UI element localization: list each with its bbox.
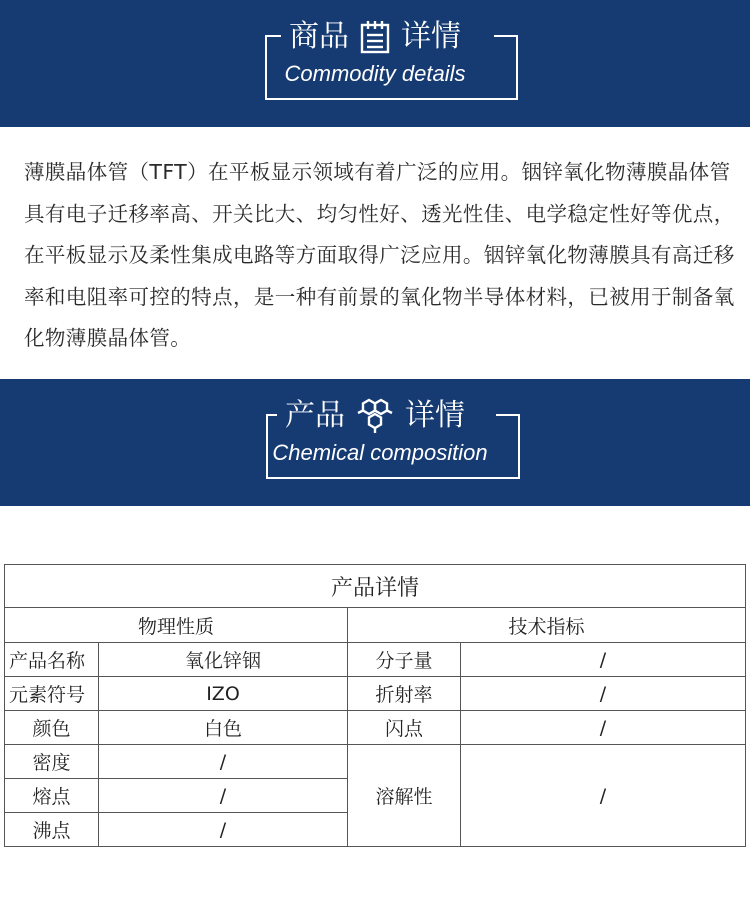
- banner-title-right: 详情: [405, 398, 473, 433]
- solubility-value: /: [461, 745, 746, 847]
- row-value: IZO: [99, 677, 348, 711]
- molecule-icon: [355, 397, 395, 435]
- row-value: 氧化锌铟: [99, 643, 348, 677]
- row-label: 颜色: [5, 711, 99, 745]
- tech-label: 分子量: [348, 643, 461, 677]
- row-label: 密度: [5, 745, 99, 779]
- product-spec-table: [4, 564, 746, 847]
- table-title-row: [5, 565, 746, 608]
- chemical-composition-banner: [0, 379, 750, 506]
- intro-paragraph: 薄膜晶体管（TFT）在平板显示领域有着广泛的应用。铟锌氧化物薄膜晶体管具有电子迁移率高、开关比大、均匀性好、透光性佳、电学稳定性好等优点，在平板显示及柔性集成电路等方面取得广泛应用。铟锌氧化物薄膜具有高迁移率和电阻率可控的特点，是一种有前景的氧化物半导体材料，已被用于制备氧化物薄膜晶体管。: [24, 160, 735, 350]
- tech-label: 折射率: [348, 677, 461, 711]
- row-label: 元素符号: [5, 677, 99, 711]
- row-label: 产品名称: [5, 643, 99, 677]
- row-value: /: [99, 745, 348, 779]
- banner-title: [0, 16, 750, 57]
- table-row: [5, 643, 746, 677]
- tech-label: 闪点: [348, 711, 461, 745]
- banner-title: [0, 395, 750, 436]
- banner-subtitle: Commodity details: [284, 61, 466, 86]
- row-label: 熔点: [5, 779, 99, 813]
- row-label: 沸点: [5, 813, 99, 847]
- table-group-row: [5, 608, 746, 643]
- table-row: [5, 711, 746, 745]
- tech-value: /: [461, 711, 746, 745]
- table-title: 产品详情: [5, 565, 746, 608]
- group-technical-specs: 技术指标: [348, 608, 746, 643]
- banner-title-left: 商品: [281, 19, 349, 54]
- banner-subtitle: Chemical composition: [272, 440, 488, 465]
- group-physical-properties: 物理性质: [5, 608, 348, 643]
- tech-value: /: [461, 643, 746, 677]
- tech-value: /: [461, 677, 746, 711]
- banner-title-left: 产品: [277, 398, 345, 433]
- row-value: 白色: [99, 711, 348, 745]
- table-row: [5, 677, 746, 711]
- row-value: /: [99, 813, 348, 847]
- banner-title-right: 详情: [401, 19, 469, 54]
- solubility-label: 溶解性: [348, 745, 461, 847]
- row-value: /: [99, 779, 348, 813]
- notepad-icon: [359, 20, 391, 54]
- table-row: [5, 745, 746, 779]
- commodity-details-banner: [0, 0, 750, 127]
